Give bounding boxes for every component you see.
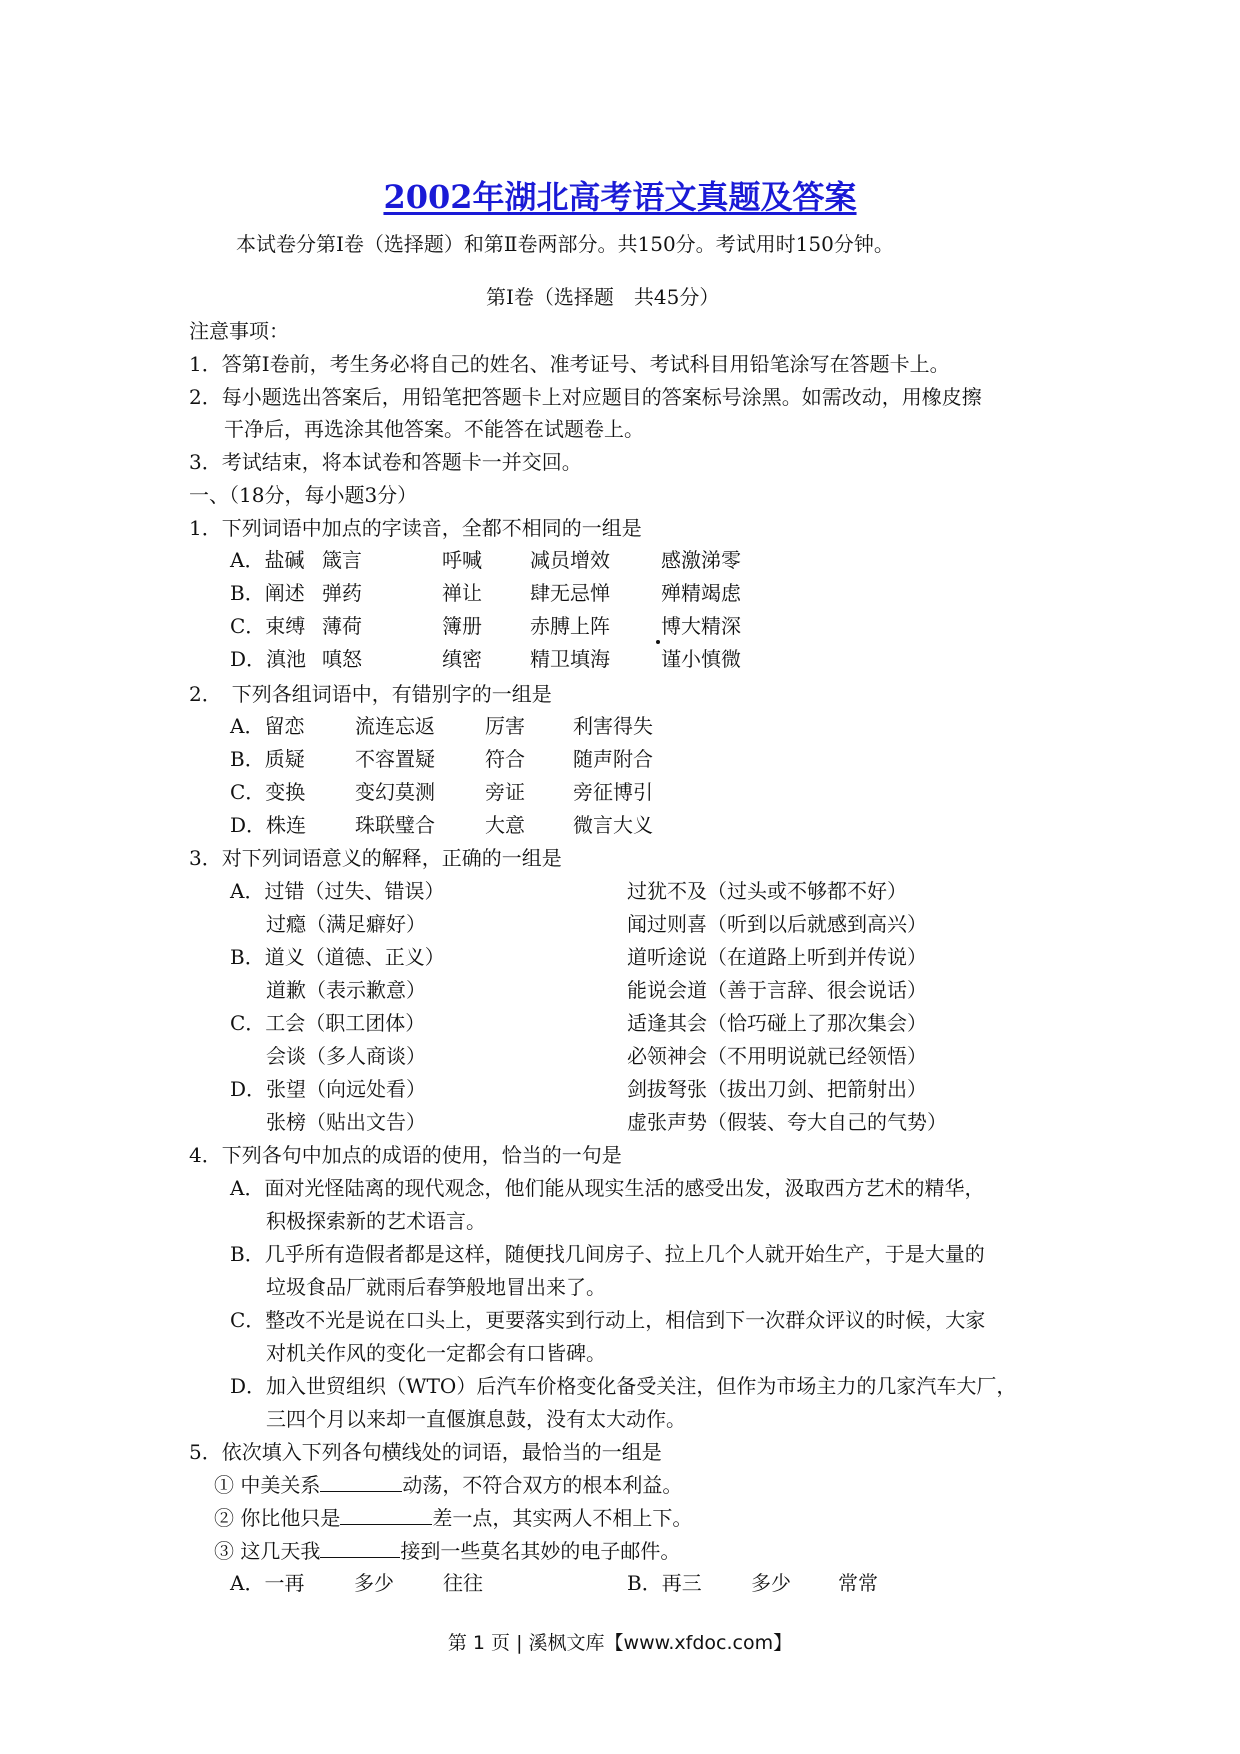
term-definition: B．道义（道德、正义）: [230, 945, 445, 969]
option-word: B．再三: [627, 1571, 702, 1595]
question-4-option-c-continued: 对机关作风的变化一定都会有口皆碑。: [266, 1341, 606, 1365]
fill-blank: [320, 1473, 402, 1492]
idiom-definition: 虚张声势（假装、夸大自己的气势）: [627, 1110, 947, 1134]
question-4-option-a: A．面对光怪陆离的现代观念，他们能从现实生活的感受出发，汲取西方艺术的精华，: [230, 1176, 985, 1200]
question-5-sentence-2: [214, 1506, 692, 1530]
emphasis-dot: [656, 640, 660, 644]
idiom-definition: 能说会道（善于言辞、很会说话）: [627, 978, 927, 1002]
question-3-stem: 3．对下列词语意义的解释，正确的一组是: [189, 846, 562, 870]
option-word: B．阐述: [230, 581, 305, 605]
option-word: 弹药: [322, 581, 362, 605]
sentence-text: 差一点，其实两人不相上下。: [432, 1506, 693, 1530]
question-4-option-c: C．整改不光是说在口头上，更要落实到行动上，相信到下一次群众评议的时候，大家: [230, 1308, 986, 1332]
term-definition: 会谈（多人商谈）: [266, 1044, 426, 1068]
option-word: 谨小慎微: [661, 647, 741, 671]
question-4-option-b-continued: 垃圾食品厂就雨后春笋般地冒出来了。: [266, 1275, 606, 1299]
option-word: 往往: [443, 1571, 483, 1595]
notes-heading: 注意事项：: [189, 319, 289, 343]
idiom-definition: 适逢其会（恰巧碰上了那次集会）: [627, 1011, 927, 1035]
idiom-definition: 过犹不及（过头或不够都不好）: [627, 879, 907, 903]
option-word: 缜密: [442, 647, 482, 671]
option-word: 随声附合: [573, 747, 653, 771]
option-word: A．一再: [230, 1571, 305, 1595]
option-word: 殚精竭虑: [661, 581, 741, 605]
question-5-stem: 5．依次填入下列各句横线处的词语，最恰当的一组是: [189, 1440, 662, 1464]
option-word: D．株连: [230, 813, 307, 837]
option-word: 肆无忌惮: [530, 581, 610, 605]
option-word: 常常: [838, 1571, 878, 1595]
term-definition: D．张望（向远处看）: [230, 1077, 427, 1101]
part1-heading: 第Ⅰ卷（选择题 共45分）: [486, 285, 720, 309]
note-1: 1．答第Ⅰ卷前，考生务必将自己的姓名、准考证号、考试科目用铅笔涂写在答题卡上。: [189, 352, 950, 376]
sentence-text: ② 你比他只是: [214, 1506, 341, 1530]
exam-intro: 本试卷分第Ⅰ卷（选择题）和第Ⅱ卷两部分。共150分。考试用时150分钟。: [236, 232, 894, 256]
page-footer: 第 1 页 | 溪枫文库【www.xfdoc.com】: [447, 1632, 793, 1654]
option-word: A．留恋: [230, 714, 305, 738]
fill-blank: [340, 1506, 432, 1525]
option-word: 多少: [751, 1571, 791, 1595]
option-word: 感激涕零: [661, 548, 741, 572]
option-word: 利害得失: [573, 714, 653, 738]
option-word: 呼喊: [442, 548, 482, 572]
option-word: 厉害: [485, 714, 525, 738]
option-word: 流连忘返: [355, 714, 435, 738]
option-word: 多少: [354, 1571, 394, 1595]
question-4-option-b: B．几乎所有造假者都是这样，随便找几间房子、拉上几个人就开始生产，于是大量的: [230, 1242, 985, 1266]
sentence-text: 接到一些莫名其妙的电子邮件。: [400, 1539, 681, 1563]
option-word: 旁证: [485, 780, 525, 804]
option-word: 簿册: [442, 614, 482, 638]
option-word: 禅让: [442, 581, 482, 605]
option-word: B．质疑: [230, 747, 305, 771]
page-title: 2002年湖北高考语文真题及答案: [383, 178, 857, 216]
option-word: 符合: [485, 747, 525, 771]
option-word: 薄荷: [322, 614, 362, 638]
sentence-text: ③ 这几天我: [214, 1539, 321, 1563]
section-one-heading: 一、（18分，每小题3分）: [189, 483, 418, 507]
sentence-text: ① 中美关系: [214, 1473, 321, 1497]
option-word: 箴言: [322, 548, 362, 572]
option-word: 赤膊上阵: [530, 614, 610, 638]
note-2-continued: 干净后，再选涂其他答案。不能答在试题卷上。: [224, 417, 644, 441]
note-3: 3．考试结束，将本试卷和答题卡一并交回。: [189, 450, 582, 474]
option-word: C．变换: [230, 780, 306, 804]
option-word: 旁征博引: [573, 780, 653, 804]
option-word: 大意: [485, 813, 525, 837]
option-word: 嗔怒: [322, 647, 362, 671]
option-word: 精卫填海: [530, 647, 610, 671]
idiom-definition: 剑拔弩张（拔出刀剑、把箭射出）: [627, 1077, 927, 1101]
term-definition: 过瘾（满足癖好）: [266, 912, 426, 936]
term-definition: C．工会（职工团体）: [230, 1011, 426, 1035]
fill-blank: [320, 1539, 400, 1558]
question-4-stem: 4．下列各句中加点的成语的使用，恰当的一句是: [189, 1143, 622, 1167]
option-word: 博大精深: [661, 614, 741, 638]
question-4-option-d-continued: 三四个月以来却一直偃旗息鼓，没有太大动作。: [266, 1407, 686, 1431]
question-1-stem: 1．下列词语中加点的字读音，全都不相同的一组是: [189, 516, 642, 540]
option-word: C．束缚: [230, 614, 306, 638]
question-2-stem: 2． 下列各组词语中，有错别字的一组是: [189, 682, 552, 706]
idiom-definition: 道听途说（在道路上听到并传说）: [627, 945, 927, 969]
note-2: 2．每小题选出答案后，用铅笔把答题卡上对应题目的答案标号涂黑。如需改动，用橡皮擦: [189, 385, 982, 409]
sentence-text: 动荡，不符合双方的根本利益。: [402, 1473, 683, 1497]
option-word: 珠联璧合: [355, 813, 435, 837]
question-5-sentence-3: [214, 1539, 680, 1563]
idiom-definition: 必领神会（不用明说就已经领悟）: [627, 1044, 927, 1068]
question-4-option-a-continued: 积极探索新的艺术语言。: [266, 1209, 486, 1233]
idiom-definition: 闻过则喜（听到以后就感到高兴）: [627, 912, 927, 936]
option-word: D．滇池: [230, 647, 307, 671]
option-word: A．盐碱: [230, 548, 305, 572]
question-5-sentence-1: [214, 1473, 682, 1497]
option-word: 微言大义: [573, 813, 653, 837]
question-4-option-d: D．加入世贸组织（WTO）后汽车价格变化备受关注，但作为市场主力的几家汽车大厂，: [230, 1374, 1017, 1398]
term-definition: 道歉（表示歉意）: [266, 978, 426, 1002]
option-word: 减员增效: [530, 548, 610, 572]
option-word: 不容置疑: [355, 747, 435, 771]
option-word: 变幻莫测: [355, 780, 435, 804]
term-definition: A．过错（过失、错误）: [230, 879, 445, 903]
term-definition: 张榜（贴出文告）: [266, 1110, 426, 1134]
